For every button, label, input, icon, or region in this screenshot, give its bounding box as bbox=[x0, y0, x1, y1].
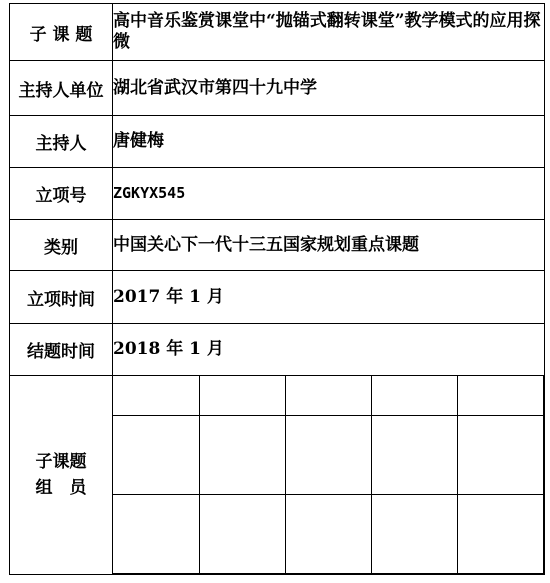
host-value: 唐健梅 bbox=[113, 116, 545, 168]
member-cell bbox=[457, 495, 543, 574]
member-cell bbox=[199, 416, 285, 495]
category-value: 中国关心下一代十三五国家规划重点课题 bbox=[113, 220, 545, 271]
members-label-line2: 组 员 bbox=[35, 478, 87, 498]
subject-value: 高中音乐鉴赏课堂中“抛锚式翻转课堂”教学模式的应用探微 bbox=[113, 4, 545, 61]
row-members bbox=[10, 376, 545, 575]
members-grid-row bbox=[113, 416, 544, 495]
project-no-value: ZGKYX545 bbox=[113, 168, 545, 220]
members-grid-row bbox=[113, 376, 544, 416]
members-label-line1: 子课题 bbox=[35, 452, 87, 472]
member-cell bbox=[457, 416, 543, 495]
start-time-label: 立项时间 bbox=[10, 271, 113, 324]
member-cell bbox=[371, 376, 457, 416]
project-no-label: 立项号 bbox=[10, 168, 113, 220]
unit-value: 湖北省武汉市第四十九中学 bbox=[113, 61, 545, 116]
subject-label: 子 课 题 bbox=[10, 4, 113, 61]
category-label: 类别 bbox=[10, 220, 113, 271]
start-time-value: 2017 年 1 月 bbox=[113, 271, 545, 324]
member-cell bbox=[199, 376, 285, 416]
member-cell bbox=[371, 495, 457, 574]
member-cell bbox=[113, 416, 199, 495]
member-cell bbox=[285, 495, 371, 574]
members-grid-row bbox=[113, 495, 544, 574]
members-grid bbox=[113, 376, 544, 574]
member-cell bbox=[113, 495, 199, 574]
unit-label: 主持人单位 bbox=[10, 61, 113, 116]
members-label bbox=[10, 376, 113, 575]
member-cell bbox=[113, 376, 199, 416]
member-cell bbox=[199, 495, 285, 574]
members-grid-cell bbox=[113, 376, 545, 575]
host-label: 主持人 bbox=[10, 116, 113, 168]
member-cell bbox=[457, 376, 543, 416]
row-project-no bbox=[10, 168, 545, 220]
end-time-value: 2018 年 1 月 bbox=[113, 324, 545, 376]
row-unit bbox=[10, 61, 545, 116]
project-info-table bbox=[9, 3, 545, 575]
row-subject bbox=[10, 4, 545, 61]
row-end-time bbox=[10, 324, 545, 376]
member-cell bbox=[285, 376, 371, 416]
row-host bbox=[10, 116, 545, 168]
member-cell bbox=[285, 416, 371, 495]
member-cell bbox=[371, 416, 457, 495]
row-category bbox=[10, 220, 545, 271]
end-time-label: 结题时间 bbox=[10, 324, 113, 376]
row-start-time bbox=[10, 271, 545, 324]
